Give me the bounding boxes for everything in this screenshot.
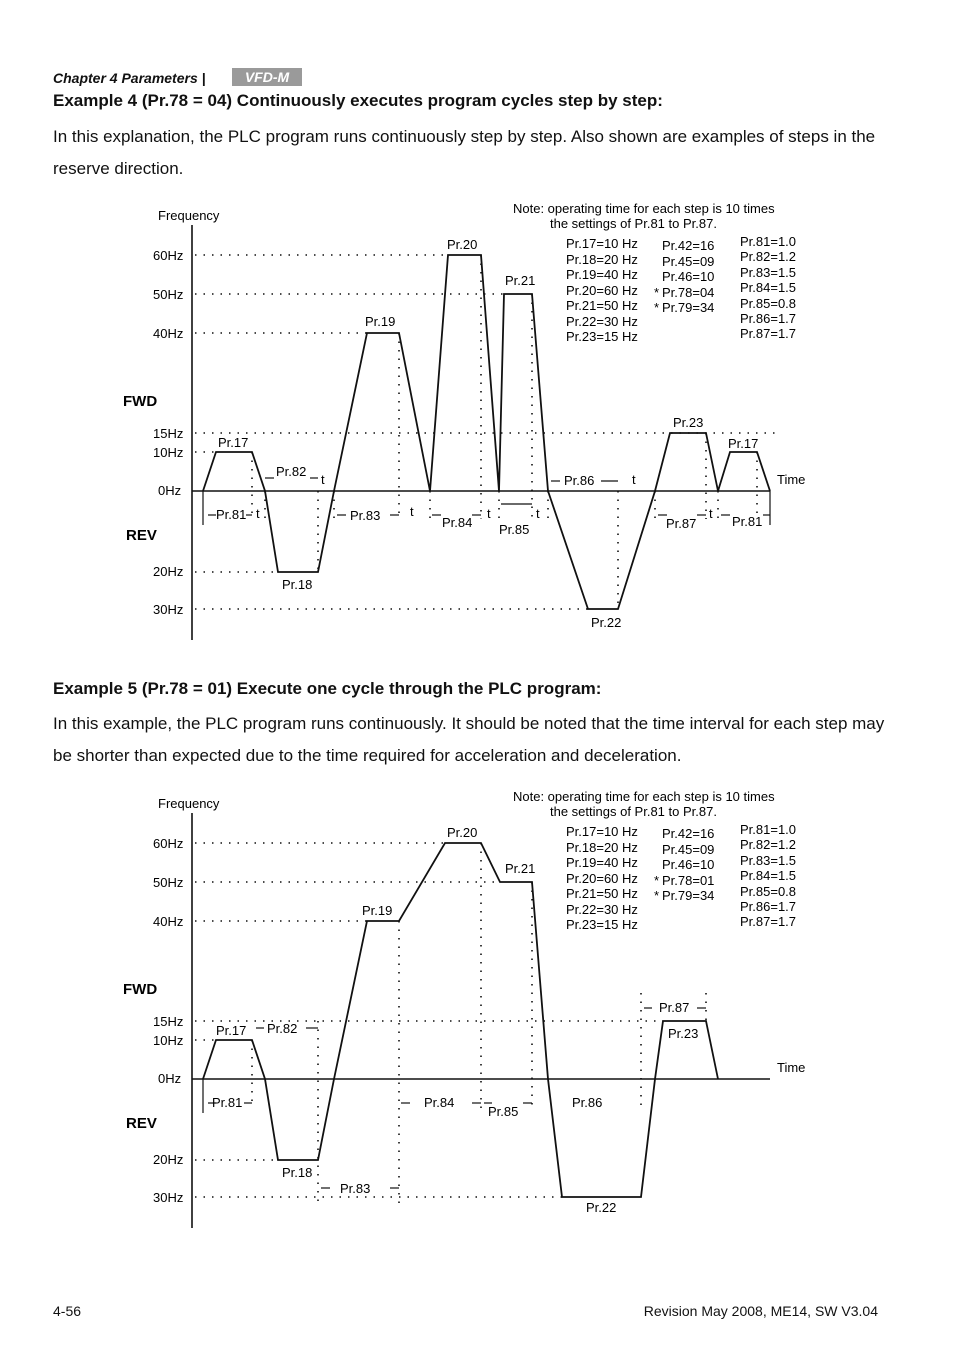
svg-text:Pr.23: Pr.23 [668,1026,699,1041]
svg-text:Pr.18=20 Hz: Pr.18=20 Hz [566,840,638,855]
mid-settings [654,238,714,315]
svg-text:Pr.23=15 Hz: Pr.23=15 Hz [566,329,638,344]
svg-text:Pr.21=50 Hz: Pr.21=50 Hz [566,886,638,901]
svg-text:Pr.85=0.8: Pr.85=0.8 [740,296,797,311]
svg-text:Pr.82=1.2: Pr.82=1.2 [740,249,797,264]
example4-heading: Example 4 (Pr.78 = 04) Continuously executes program cycles step by step: [53,91,663,110]
svg-text:Pr.87=1.7: Pr.87=1.7 [740,326,797,341]
rev-label: REV [126,527,157,544]
svg-text:Pr.78=01: Pr.78=01 [662,873,715,888]
chapter-title: Chapter 4 Parameters [53,70,198,86]
vfd-m-logo: VFD-M [232,68,302,86]
svg-text:t: t [632,472,636,487]
svg-text:Pr.79=34: Pr.79=34 [662,300,715,315]
svg-text:Pr.84=1.5: Pr.84=1.5 [740,280,797,295]
svg-text:*: * [654,300,660,315]
svg-text:Pr.85: Pr.85 [488,1104,519,1119]
svg-text:Pr.84=1.5: Pr.84=1.5 [740,868,797,883]
svg-text:Pr.20=60 Hz: Pr.20=60 Hz [566,283,638,298]
chapter-label [53,70,206,86]
time-settings [740,234,796,341]
svg-text:Pr.17: Pr.17 [728,436,759,451]
svg-text:*: * [654,888,660,903]
note-line2: the settings of Pr.81 to Pr.87. [550,804,717,819]
svg-text:Pr.85=0.8: Pr.85=0.8 [740,884,797,899]
tick-30hz: 30Hz [153,1190,184,1205]
svg-text:Pr.20: Pr.20 [447,237,478,252]
tick-50hz: 50Hz [153,875,184,890]
xlabel: Time [777,1060,806,1075]
tick-10hz: 10Hz [153,445,184,460]
svg-text:Pr.17=10 Hz: Pr.17=10 Hz [566,824,638,839]
svg-text:*: * [654,285,660,300]
svg-text:Pr.87: Pr.87 [666,516,697,531]
svg-text:Pr.46=10: Pr.46=10 [662,269,715,284]
freq-settings [566,236,638,344]
svg-text:Pr.87: Pr.87 [659,1000,690,1015]
svg-text:Pr.81=1.0: Pr.81=1.0 [740,822,797,837]
svg-text:Pr.19: Pr.19 [362,903,393,918]
svg-text:Pr.22: Pr.22 [586,1200,617,1215]
tick-15hz: 15Hz [153,426,184,441]
svg-text:t: t [487,506,491,521]
svg-text:t: t [321,472,325,487]
svg-text:Pr.22=30 Hz: Pr.22=30 Hz [566,902,638,917]
svg-text:Pr.86: Pr.86 [564,473,595,488]
svg-text:Pr.19: Pr.19 [365,314,396,329]
svg-text:Pr.83=1.5: Pr.83=1.5 [740,265,797,280]
fwd-label: FWD [123,981,158,998]
svg-text:Pr.85: Pr.85 [499,522,530,537]
tick-40hz: 40Hz [153,914,184,929]
tick-30hz: 30Hz [153,602,184,617]
svg-text:Pr.86=1.7: Pr.86=1.7 [740,899,797,914]
example4-paragraph: In this explanation, the PLC program runs continuously step by step. Also shown are examples of steps in the reserve direction. [53,127,876,178]
svg-text:Pr.21=50 Hz: Pr.21=50 Hz [566,298,638,313]
svg-text:Pr.79=34: Pr.79=34 [662,888,715,903]
svg-text:t: t [709,506,713,521]
example5-paragraph: In this example, the PLC program runs continuously. It should be noted that the time interval for each step may be shorter than expected due to the time required for acceleration and deceleration. [53,714,885,765]
svg-text:Pr.22=30 Hz: Pr.22=30 Hz [566,314,638,329]
ylabel: Frequency [158,796,220,811]
svg-text:Pr.84: Pr.84 [424,1095,455,1110]
svg-text:Pr.22: Pr.22 [591,615,622,630]
page-number: 4-56 [53,1303,82,1319]
svg-text:Pr.17=10 Hz: Pr.17=10 Hz [566,236,638,251]
note-line1: Note: operating time for each step is 10 times [513,201,775,216]
tick-20hz: 20Hz [153,1152,184,1167]
svg-text:Pr.18: Pr.18 [282,1165,313,1180]
mid-settings [654,826,714,903]
svg-text:Pr.42=16: Pr.42=16 [662,826,715,841]
svg-text:Pr.45=09: Pr.45=09 [662,842,715,857]
example5-diagram [0,783,954,1233]
header-separator: | [201,70,206,86]
svg-text:Pr.45=09: Pr.45=09 [662,254,715,269]
svg-text:Pr.19=40 Hz: Pr.19=40 Hz [566,855,638,870]
tick-40hz: 40Hz [153,326,184,341]
svg-text:Pr.83: Pr.83 [350,508,381,523]
example4-diagram [0,195,954,645]
svg-text:Pr.17: Pr.17 [216,1023,247,1038]
svg-text:Pr.78=04: Pr.78=04 [662,285,715,300]
tick-20hz: 20Hz [153,564,184,579]
svg-text:Pr.20: Pr.20 [447,825,478,840]
svg-text:Pr.81: Pr.81 [216,507,247,522]
tick-0hz: 0Hz [158,1071,182,1086]
svg-text:Pr.83=1.5: Pr.83=1.5 [740,853,797,868]
svg-text:Pr.86: Pr.86 [572,1095,603,1110]
tick-10hz: 10Hz [153,1033,184,1048]
svg-text:Pr.81: Pr.81 [212,1095,243,1110]
freq-settings [566,824,638,932]
note-line2: the settings of Pr.81 to Pr.87. [550,216,717,231]
svg-text:Pr.20=60 Hz: Pr.20=60 Hz [566,871,638,886]
time-settings [740,822,796,929]
svg-text:Pr.87=1.7: Pr.87=1.7 [740,914,797,929]
tick-60hz: 60Hz [153,248,184,263]
example5-heading: Example 5 (Pr.78 = 01) Execute one cycle through the PLC program: [53,679,602,698]
svg-text:Pr.83: Pr.83 [340,1181,371,1196]
svg-text:Pr.23=15 Hz: Pr.23=15 Hz [566,917,638,932]
revision-info: Revision May 2008, ME14, SW V3.04 [643,1303,878,1319]
svg-text:Pr.81: Pr.81 [732,514,763,529]
svg-text:Pr.82: Pr.82 [267,1021,298,1036]
tick-15hz: 15Hz [153,1014,184,1029]
tick-50hz: 50Hz [153,287,184,302]
svg-text:Pr.21: Pr.21 [505,861,536,876]
svg-text:Pr.82: Pr.82 [276,464,307,479]
note-line1: Note: operating time for each step is 10 times [513,789,775,804]
svg-text:Pr.82=1.2: Pr.82=1.2 [740,837,797,852]
svg-text:*: * [654,873,660,888]
svg-text:Pr.18: Pr.18 [282,577,313,592]
xlabel: Time [777,472,806,487]
svg-text:Pr.86=1.7: Pr.86=1.7 [740,311,797,326]
svg-text:t: t [536,506,540,521]
svg-text:Pr.84: Pr.84 [442,515,473,530]
svg-text:Pr.19=40 Hz: Pr.19=40 Hz [566,267,638,282]
fwd-label: FWD [123,393,158,410]
svg-text:t: t [256,506,260,521]
svg-text:Pr.17: Pr.17 [218,435,249,450]
tick-60hz: 60Hz [153,836,184,851]
svg-text:Pr.23: Pr.23 [673,415,704,430]
svg-text:t: t [410,504,414,519]
svg-text:Pr.18=20 Hz: Pr.18=20 Hz [566,252,638,267]
svg-text:Pr.42=16: Pr.42=16 [662,238,715,253]
ylabel: Frequency [158,208,220,223]
svg-text:Pr.81=1.0: Pr.81=1.0 [740,234,797,249]
svg-text:Pr.21: Pr.21 [505,273,536,288]
svg-text:Pr.46=10: Pr.46=10 [662,857,715,872]
rev-label: REV [126,1115,157,1132]
tick-0hz: 0Hz [158,483,182,498]
